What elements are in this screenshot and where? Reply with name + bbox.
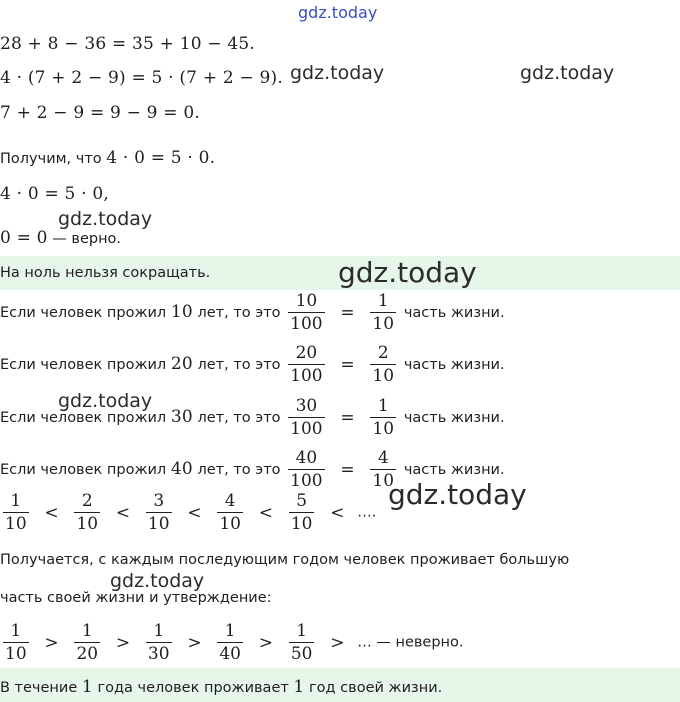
numerator: 3 — [153, 491, 165, 511]
row-end: часть жизни. — [403, 410, 505, 426]
highlight-2-part: В течение — [0, 680, 82, 696]
equation-line-2: 4 · (7 + 2 − 9) = 5 · (7 + 2 − 9). — [0, 68, 283, 88]
denominator: 10 — [290, 514, 313, 534]
fraction — [370, 395, 396, 440]
denominator: 10 — [219, 514, 241, 534]
less-than-sign: < — [44, 502, 59, 523]
fraction — [288, 395, 324, 440]
fraction — [3, 620, 29, 665]
numerator: 30 — [295, 396, 318, 416]
row-years: 20 — [170, 354, 193, 374]
row-mid: лет, то это — [192, 305, 286, 321]
equation-line-4: 4 · 0 = 5 · 0, — [0, 184, 109, 204]
inequality-descending — [0, 620, 464, 665]
denominator: 50 — [290, 644, 313, 664]
denominator: 100 — [290, 366, 323, 386]
row-years: 10 — [170, 302, 193, 322]
equation-line-5-math: 0 = 0 — [0, 228, 48, 248]
denominator: 100 — [290, 419, 323, 439]
fraction — [370, 342, 396, 387]
paragraph-line-1: Получается, с каждым последующим годом человек проживает большую — [0, 552, 570, 568]
equals-sign: = — [340, 407, 355, 428]
fraction — [217, 620, 243, 665]
fraction — [288, 290, 324, 335]
greater-than-sign: > — [330, 632, 345, 653]
ellipsis: …. — [357, 504, 377, 521]
fraction — [288, 342, 324, 387]
fraction — [289, 490, 315, 535]
denominator: 10 — [372, 314, 395, 334]
numerator: 4 — [224, 491, 236, 511]
less-than-sign: < — [258, 502, 274, 523]
denominator: 10 — [5, 644, 27, 664]
numerator: 40 — [295, 448, 318, 468]
watermark: gdz.today — [338, 256, 477, 289]
watermark: gdz.today — [58, 390, 153, 412]
denominator: 100 — [290, 314, 323, 334]
denominator: 100 — [290, 471, 323, 491]
numerator: 1 — [153, 621, 165, 641]
fraction — [217, 490, 243, 535]
less-than-sign: < — [115, 502, 131, 523]
row-text: Если человек прожил — [0, 462, 171, 478]
row-text: Если человек прожил — [0, 410, 171, 426]
numerator: 20 — [295, 343, 318, 363]
fraction — [74, 620, 100, 665]
denominator: 10 — [76, 514, 99, 534]
numerator: 1 — [81, 621, 93, 641]
watermark-top: gdz.today — [298, 3, 378, 22]
row-mid: лет, то это — [192, 462, 286, 478]
fraction — [289, 620, 315, 665]
numerator: 1 — [10, 491, 22, 511]
denominator: 20 — [76, 644, 99, 664]
row-years: 40 — [170, 459, 193, 479]
inequality-ascending — [0, 490, 376, 535]
less-than-sign: < — [330, 502, 345, 523]
paragraph-line-2: часть своей жизни и утверждение: — [0, 590, 272, 606]
numerator: 1 — [377, 291, 389, 311]
denominator: 10 — [147, 514, 170, 534]
equals-sign: = — [340, 302, 355, 323]
ellipsis-verdict: … — неверно. — [357, 634, 464, 651]
numerator: 2 — [377, 343, 389, 363]
denominator: 10 — [5, 514, 27, 534]
row-mid: лет, то это — [192, 410, 286, 426]
numerator: 5 — [296, 491, 308, 511]
numerator: 1 — [377, 396, 389, 416]
denominator: 10 — [372, 471, 395, 491]
greater-than-sign: > — [187, 632, 202, 653]
greater-than-sign: > — [115, 632, 131, 653]
equals-sign: = — [340, 459, 355, 480]
fraction-row-2 — [0, 342, 505, 387]
fraction-row-3 — [0, 395, 505, 440]
watermark: gdz.today — [290, 62, 385, 84]
fraction — [146, 620, 172, 665]
numerator: 10 — [295, 291, 318, 311]
highlight-text-2 — [0, 677, 442, 697]
watermark: gdz.today — [388, 478, 527, 511]
denominator: 10 — [372, 419, 395, 439]
numerator: 1 — [224, 621, 236, 641]
fraction — [288, 447, 324, 492]
numerator: 1 — [10, 621, 22, 641]
denominator: 10 — [372, 366, 395, 386]
greater-than-sign: > — [44, 632, 59, 653]
watermark: gdz.today — [520, 62, 615, 84]
greater-than-sign: > — [258, 632, 274, 653]
highlight-2-number: 1 — [293, 677, 305, 697]
equation-line-5 — [0, 228, 121, 248]
equation-line-3: 7 + 2 − 9 = 9 − 9 = 0. — [0, 103, 200, 123]
watermark: gdz.today — [58, 208, 153, 230]
row-end: часть жизни. — [403, 305, 505, 321]
row-end: часть жизни. — [403, 357, 505, 373]
result-math: 4 · 0 = 5 · 0. — [106, 148, 216, 168]
row-years: 30 — [170, 407, 193, 427]
row-mid: лет, то это — [192, 357, 286, 373]
fraction — [370, 290, 396, 335]
row-text: Если человек прожил — [0, 305, 171, 321]
row-text: Если человек прожил — [0, 357, 171, 373]
denominator: 40 — [219, 644, 241, 664]
denominator: 30 — [147, 644, 170, 664]
highlight-2-part: год своей жизни. — [304, 680, 443, 696]
numerator: 1 — [296, 621, 308, 641]
fraction — [74, 490, 100, 535]
highlight-2-number: 1 — [81, 677, 93, 697]
watermark: gdz.today — [110, 570, 205, 592]
result-line — [0, 148, 215, 168]
fraction — [3, 490, 29, 535]
row-end: часть жизни. — [403, 462, 505, 478]
highlight-text-1: На ноль нельзя сокращать. — [0, 265, 211, 281]
result-prefix: Получим, что — [0, 151, 107, 167]
highlight-2-part: года человек проживает — [92, 680, 294, 696]
less-than-sign: < — [187, 502, 202, 523]
equals-sign: = — [340, 354, 355, 375]
fraction — [146, 490, 172, 535]
numerator: 2 — [81, 491, 93, 511]
equation-line-5-text: — верно. — [47, 231, 122, 247]
equation-line-1: 28 + 8 − 36 = 35 + 10 − 45. — [0, 34, 256, 54]
numerator: 4 — [377, 448, 389, 468]
fraction-row-1 — [0, 290, 505, 335]
